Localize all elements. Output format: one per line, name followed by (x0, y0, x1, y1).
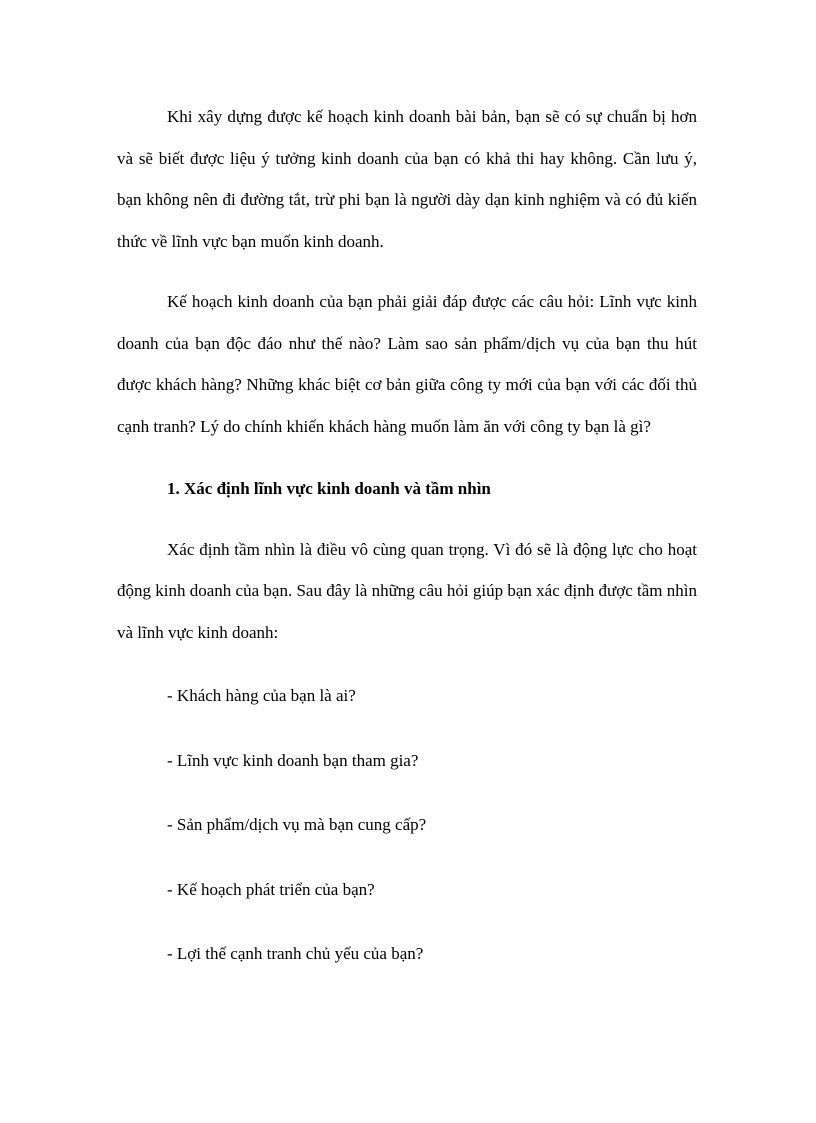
paragraph-intro: Khi xây dựng được kế hoạch kinh doanh bài bản, bạn sẽ có sự chuẩn bị hơn và sẽ biết được liệu ý tưởng kinh doanh của bạn có khả thi hay không. Cần lưu ý, bạn không nên đi đường tắt, trừ phi bạn là người dày dạn kinh nghiệm và có đủ kiến thức về lĩnh vực bạn muốn kinh doanh. (117, 107, 697, 251)
question-list (117, 675, 697, 975)
list-item: - Sản phẩm/dịch vụ mà bạn cung cấp? (167, 815, 427, 834)
paragraph-questions: Kế hoạch kinh doanh của bạn phải giải đáp được các câu hỏi: Lĩnh vực kinh doanh của bạn độc đáo như thế nào? Làm sao sản phẩm/dịch vụ của bạn thu hút được khách hàng? Những khác biệt cơ bản giữa công ty mới của bạn với các đối thủ cạnh tranh? Lý do chính khiến khách hàng muốn làm ăn với công ty bạn là gì? (117, 292, 697, 436)
list-item: - Kế hoạch phát triển của bạn? (167, 879, 375, 899)
list-item: - Lợi thế cạnh tranh chủ yếu của bạn? (167, 944, 424, 963)
list-item: - Lĩnh vực kinh doanh bạn tham gia? (167, 750, 419, 770)
section-heading: 1. Xác định lĩnh vực kinh doanh và tầm nhìn (167, 479, 491, 498)
document-body (117, 96, 697, 975)
section-intro-paragraph: Xác định tầm nhìn là điều vô cùng quan trọng. Vì đó sẽ là động lực cho hoạt động kinh doanh của bạn. Sau đây là những câu hỏi giúp bạn xác định được tầm nhìn và lĩnh vực kinh doanh: (117, 539, 697, 642)
list-item: - Khách hàng của bạn là ai? (167, 686, 356, 705)
